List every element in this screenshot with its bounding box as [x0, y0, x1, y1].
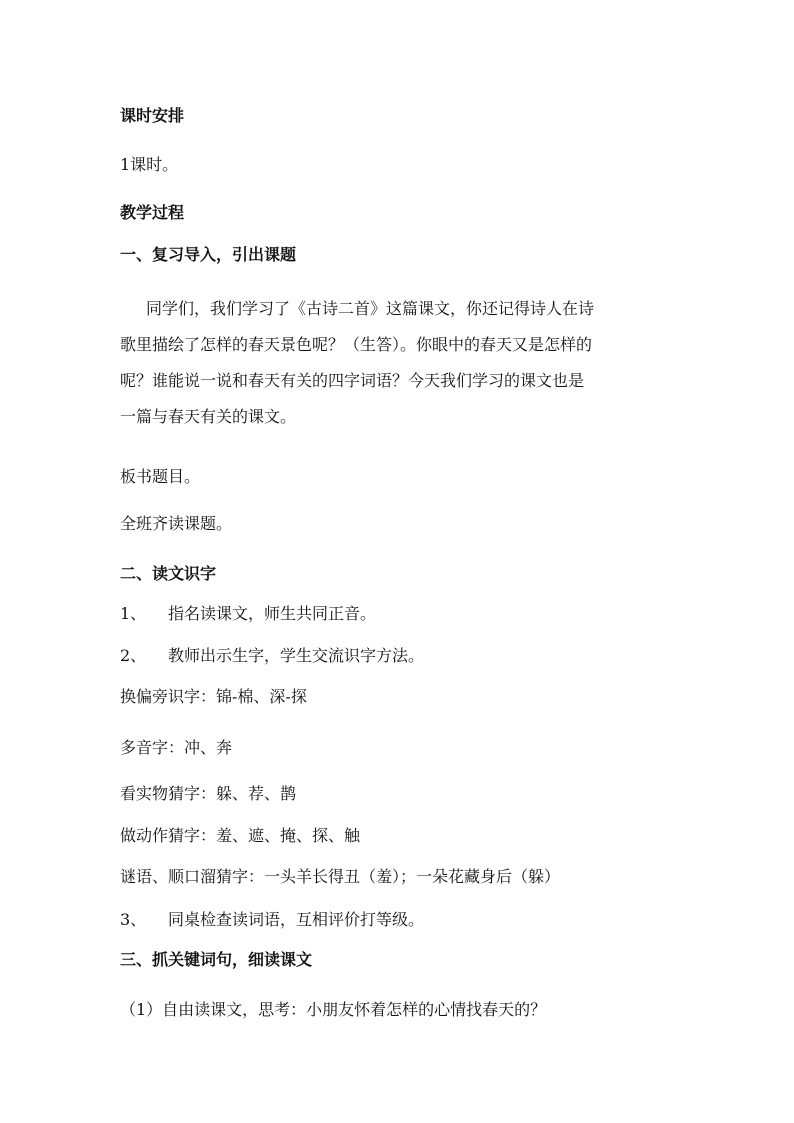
heading-process: 教学过程: [120, 203, 185, 222]
step-3: [120, 912, 424, 928]
step-3-number: 3、: [120, 910, 147, 929]
method-item: 看实物猜字：躲、荐、鹊: [120, 784, 297, 803]
method-item: 换偏旁识字：锦-棉、深-探: [120, 687, 307, 706]
step-3-text: 同桌检查读词语，互相评价打等级。: [168, 910, 425, 929]
section2-title: 二、读文识字: [120, 564, 217, 583]
method-item: 做动作猜字：羞、遮、掩、探、触: [120, 826, 361, 845]
section3-title: 三、抓关键词句，细读课文: [120, 950, 313, 969]
section1-title: 一、复习导入，引出课题: [120, 245, 297, 264]
paragraph-line: 呢？谁能说一说和春天有关的四字词语？今天我们学习的课文也是: [120, 371, 585, 390]
method-item: 谜语、顺口溜猜字：一头羊长得丑（羞）；一朵花藏身后（躲）: [120, 867, 561, 886]
paragraph-line: 歌里描绘了怎样的春天景色呢？（生答）。你眼中的春天又是怎样的: [120, 335, 593, 354]
step-1: [120, 606, 376, 622]
schedule-text: 1课时。: [120, 155, 179, 174]
class-read-text: 全班齐读课题。: [120, 514, 233, 533]
step-1-text: 指名读课文，师生共同正音。: [168, 604, 377, 623]
step-2-number: 2、: [120, 646, 147, 665]
board-title-text: 板书题目。: [120, 467, 201, 486]
paragraph-line: 同学们，我们学习了《古诗二首》这篇课文，你还记得诗人在诗: [146, 299, 595, 318]
step-1-number: 1、: [120, 604, 147, 623]
paragraph-line: 一篇与春天有关的课文。: [120, 407, 297, 426]
step-2: [120, 648, 424, 664]
step-2-text: 教师出示生字，学生交流识字方法。: [168, 646, 425, 665]
method-item: 多音字：冲、奔: [120, 738, 233, 757]
question-1: （1）自由读课文，思考：小朋友怀着怎样的心情找春天的？: [120, 1000, 547, 1019]
heading-schedule: 课时安排: [120, 106, 185, 125]
section1-paragraph: [120, 296, 680, 440]
